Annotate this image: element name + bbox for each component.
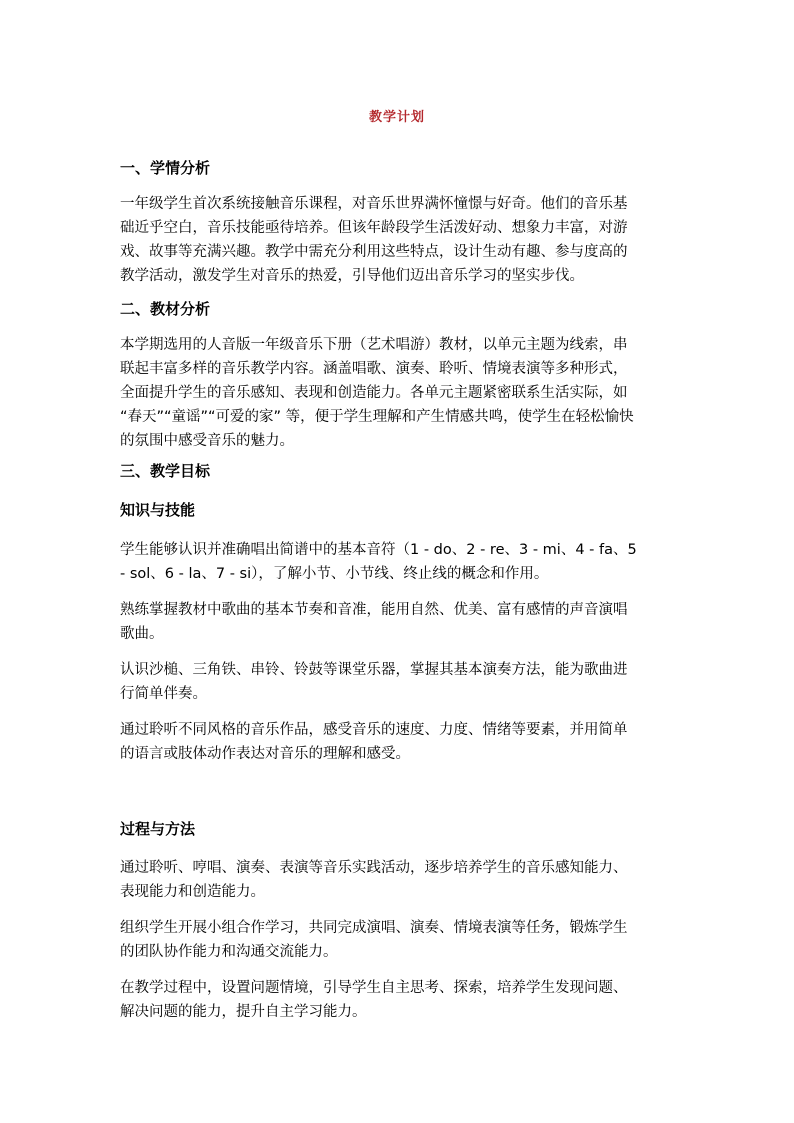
paragraph-line: 一年级学生首次系统接触音乐课程，对音乐世界满怀憧憬与好奇。他们的音乐基 — [120, 196, 628, 212]
process-paragraph-group-work — [120, 916, 680, 964]
paragraph-line: 戏、故事等充满兴趣。教学中需充分利用这些特点，设计生动有趣、参与度高的 — [120, 244, 628, 260]
paragraph-line: 组织学生开展小组合作学习，共同完成演唱、演奏、情境表演等任务，锻炼学生 — [120, 920, 628, 936]
paragraph-line: 通过聆听、哼唱、演奏、表演等音乐实践活动，逐步培养学生的音乐感知能力、 — [120, 860, 628, 876]
paragraph-line: 的语言或肢体动作表达对音乐的理解和感受。 — [120, 746, 410, 762]
paragraph-line: 通过聆听不同风格的音乐作品，感受音乐的速度、力度、情绪等要素，并用简单 — [120, 722, 628, 738]
knowledge-paragraph-notes — [120, 538, 680, 586]
process-paragraph-problem-solving — [120, 976, 680, 1024]
knowledge-paragraph-instruments — [120, 658, 680, 706]
textbook-analysis-paragraph — [120, 333, 680, 453]
section-heading-learning-analysis: 一、学情分析 — [120, 159, 211, 177]
paragraph-line: 解决问题的能力，提升自主学习能力。 — [120, 1004, 367, 1020]
paragraph-line: 的氛围中感受音乐的魅力。 — [120, 433, 294, 449]
paragraph-line: 全面提升学生的音乐感知、表现和创造能力。各单元主题紧密联系生活实际，如 — [120, 385, 628, 401]
paragraph-line: - sol、6 - la、7 - si），了解小节、小节线、终止线的概念和作用。 — [120, 566, 549, 582]
document-title: 教学计划 — [368, 110, 425, 125]
paragraph-line: 认识沙槌、三角铁、串铃、铃鼓等课堂乐器，掌握其基本演奏方法，能为歌曲进 — [120, 662, 628, 678]
section-heading-teaching-goals: 三、教学目标 — [120, 462, 211, 480]
paragraph-line: 行简单伴奏。 — [120, 686, 207, 702]
knowledge-paragraph-listening — [120, 718, 680, 766]
paragraph-line: 在教学过程中，设置问题情境，引导学生自主思考、探索，培养学生发现问题、 — [120, 980, 628, 996]
knowledge-paragraph-singing — [120, 598, 680, 646]
paragraph-line: 教学活动，激发学生对音乐的热爱，引导他们迈出音乐学习的坚实步伐。 — [120, 268, 584, 284]
paragraph-line: 歌曲。 — [120, 626, 164, 642]
paragraph-line: 表现能力和创造能力。 — [120, 884, 265, 900]
paragraph-line: 熟练掌握教材中歌曲的基本节奏和音准，能用自然、优美、富有感情的声音演唱 — [120, 602, 628, 618]
section-heading-textbook-analysis: 二、教材分析 — [120, 300, 211, 318]
learning-analysis-paragraph — [120, 192, 680, 288]
paragraph-line: 础近乎空白，音乐技能亟待培养。但该年龄段学生活泼好动、想象力丰富，对游 — [120, 220, 628, 236]
process-paragraph-practice — [120, 856, 680, 904]
paragraph-line: 的团队协作能力和沟通交流能力。 — [120, 944, 338, 960]
subheading-process-methods: 过程与方法 — [120, 820, 196, 838]
paragraph-line: 本学期选用的人音版一年级音乐下册（艺术唱游）教材，以单元主题为线索，串 — [120, 337, 628, 353]
subheading-knowledge-skills: 知识与技能 — [120, 501, 196, 519]
paragraph-line: “春天”“童谣”“可爱的家” 等，便于学生理解和产生情感共鸣，使学生在轻松愉快 — [120, 409, 634, 425]
paragraph-line: 联起丰富多样的音乐教学内容。涵盖唱歌、演奏、聆听、情境表演等多种形式， — [120, 361, 628, 377]
paragraph-line: 学生能够认识并准确唱出简谱中的基本音符（1 - do、2 - re、3 - mi、4 - fa、5 — [120, 542, 637, 558]
